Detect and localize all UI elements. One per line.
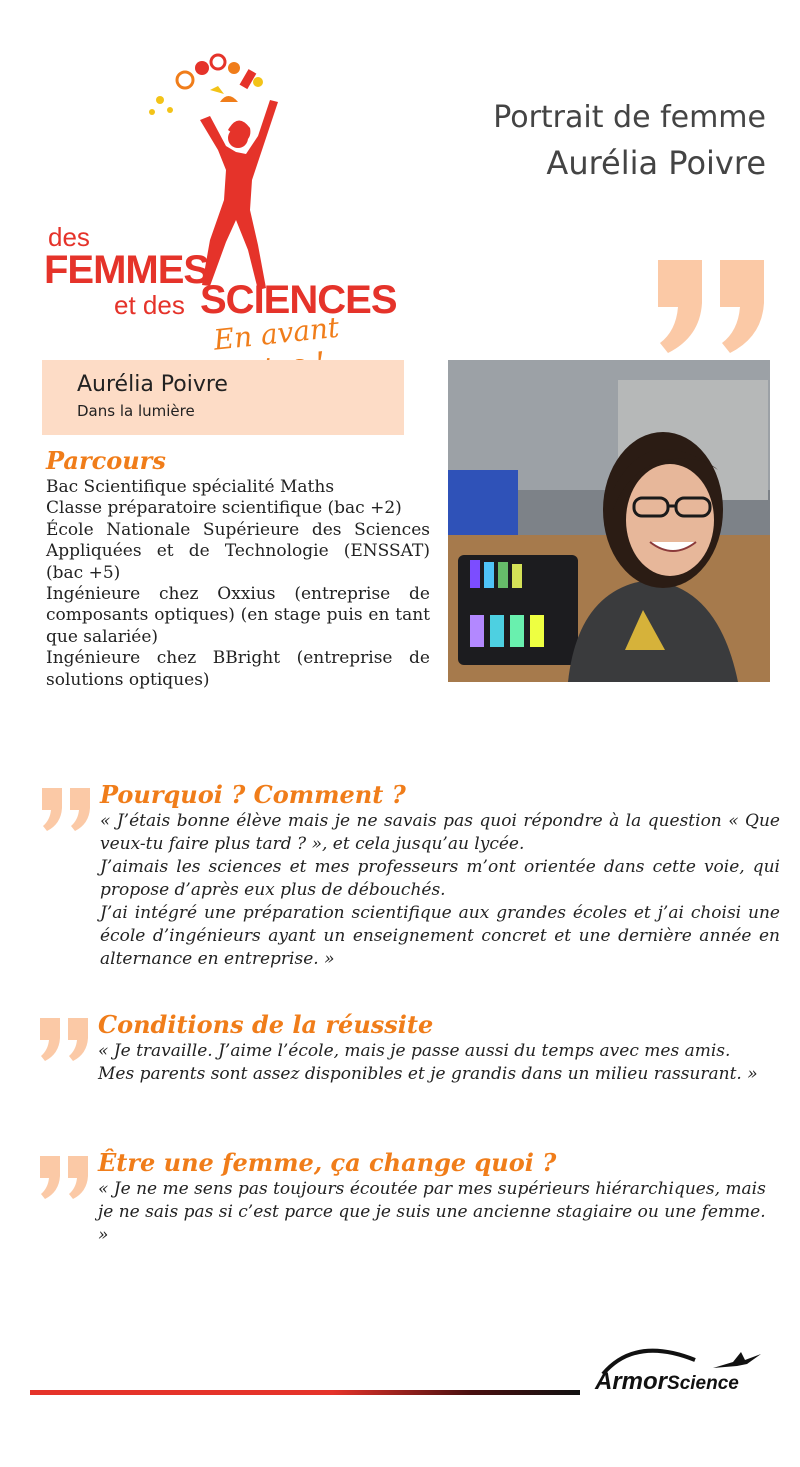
parcours-item: Classe préparatoire scientifique (bac +2) xyxy=(46,498,402,519)
portrait-photo xyxy=(448,360,770,682)
section-paragraph: J’ai intégré une préparation scientifique aux grandes écoles et j’ai choisi une école d’ingénieurs ayant un enseignement concret et une dernière année en alternance en entreprise. » xyxy=(100,903,780,969)
parcours-heading: Parcours xyxy=(46,446,166,475)
logo-text-des: des xyxy=(48,222,90,252)
quote-mark-icon xyxy=(40,786,95,832)
brand-armor: Armor xyxy=(595,1368,668,1395)
section-paragraph: « Je travaille. J’aime l’école, mais je passe aussi du temps avec mes amis. xyxy=(98,1041,731,1061)
section-heading-pourquoi: Pourquoi ? Comment ? xyxy=(100,780,406,809)
parcours-item: Ingénieure chez BBright (entreprise de solutions optiques) xyxy=(46,648,430,690)
logo-text-et-des: et des xyxy=(114,290,185,320)
section-heading-conditions: Conditions de la réussite xyxy=(98,1010,434,1039)
section-heading-femme: Être une femme, ça change quoi ? xyxy=(98,1148,557,1177)
logo-text-femmes: FEMMES xyxy=(44,248,210,292)
quote-mark-icon xyxy=(650,255,775,355)
parcours-item: Ingénieure chez Oxxius (entreprise de composants optiques) (en stage puis en tant que salariée) xyxy=(46,584,430,647)
portrait-illustration-icon xyxy=(448,360,770,682)
logo-text-sciences: SCIENCES xyxy=(200,278,397,322)
section-paragraph: « J’étais bonne élève mais je ne savais pas quoi répondre à la question « Que veux-tu faire plus tard ? », et cela jusqu’au lycée. xyxy=(100,811,780,854)
parcours-list xyxy=(46,477,430,691)
person-subtitle: Dans la lumière xyxy=(77,402,195,420)
page-title-line1: Portrait de femme xyxy=(493,100,766,135)
page-title-line2: Aurélia Poivre xyxy=(546,144,766,182)
section-body-conditions xyxy=(98,1040,778,1086)
section-body-femme xyxy=(98,1178,778,1247)
section-paragraph: Mes parents sont assez disponibles et je grandis dans un milieu rassurant. » xyxy=(98,1064,758,1084)
person-name: Aurélia Poivre xyxy=(77,372,228,397)
armorscience-logo xyxy=(595,1340,770,1405)
name-banner xyxy=(42,360,404,435)
brand-science: Science xyxy=(667,1373,739,1394)
section-paragraph: J’aimais les sciences et mes professeurs m’ont orientée dans cette voie, qui propose d’après eux plus de débouchés. xyxy=(100,857,780,900)
section-paragraph: « Je ne me sens pas toujours écoutée par mes supérieurs hiérarchiques, mais je ne sais pas si c’est parce que je suis une ancienne stagiaire ou une femme. » xyxy=(98,1179,766,1245)
event-logo xyxy=(40,50,400,357)
footer-divider xyxy=(30,1390,580,1395)
section-body-pourquoi xyxy=(100,810,780,971)
parcours-item: École Nationale Supérieure des Sciences Appliquées et de Technologie (ENSSAT) (bac +5) xyxy=(46,519,430,583)
logo-tagline: En avant xyxy=(212,310,341,357)
quote-mark-icon xyxy=(38,1016,93,1062)
quote-mark-icon xyxy=(38,1154,93,1200)
parcours-item: Bac Scientifique spécialité Maths xyxy=(46,477,335,497)
